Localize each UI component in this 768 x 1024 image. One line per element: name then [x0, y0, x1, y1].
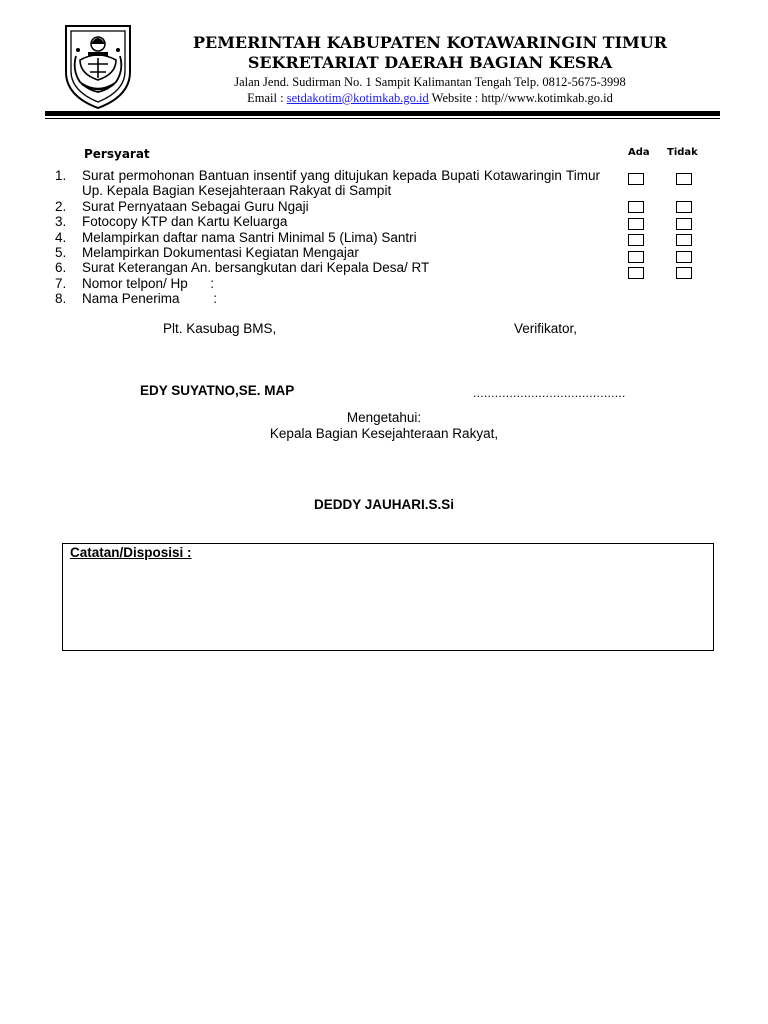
agency-title: PEMERINTAH KABUPATEN KOTAWARINGIN TIMUR: [192, 33, 668, 52]
column-tidak-heading: Tidak: [667, 147, 698, 158]
website-label: Website :: [428, 91, 482, 105]
requirement-item: Nomor telpon/ Hp :: [82, 276, 215, 291]
verifier-signature-line: ..........................................: [473, 386, 626, 400]
checkbox-tidak-item-6[interactable]: [676, 267, 692, 279]
website-text: http//www.kotimkab.go.id: [481, 91, 613, 105]
requirement-item: Surat Pernyataan Sebagai Guru Ngaji: [82, 199, 309, 214]
right-signatory-title: Verifikator,: [514, 321, 578, 336]
item-number: 2.: [55, 199, 67, 214]
checkbox-ada-item-2[interactable]: [628, 201, 644, 213]
address-line: Jalan Jend. Sudirman No. 1 Sampit Kalimantan Tengah Telp. 0812-5675-3998: [234, 75, 626, 89]
left-signatory-title: Plt. Kasubag BMS,: [163, 321, 277, 336]
item-number: 4.: [55, 230, 67, 245]
left-signatory-name: EDY SUYATNO,SE. MAP: [140, 383, 295, 398]
item-number: 1.: [55, 168, 67, 183]
checkbox-ada-item-4[interactable]: [628, 234, 644, 246]
contact-line: [160, 91, 700, 106]
requirement-item: Melampirkan daftar nama Santri Minimal 5 (Lima) Santri: [82, 230, 417, 245]
item-number: 6.: [55, 260, 67, 275]
column-ada-heading: Ada: [628, 147, 650, 158]
requirement-item: Melampirkan Dokumentasi Kegiatan Mengajar: [82, 245, 359, 260]
item-number: 7.: [55, 276, 67, 291]
checkbox-tidak-item-4[interactable]: [676, 234, 692, 246]
checkbox-tidak-item-3[interactable]: [676, 218, 692, 230]
email-label: Email :: [247, 91, 287, 105]
requirement-item: Surat permohonan Bantuan insentif yang ditujukan kepada Bupati Kotawaringin Timur Up. Kepala Bagian Kesejahteraan Rakyat di Sampit: [82, 168, 600, 198]
letterhead-rule-thick: [45, 111, 720, 116]
acknowledgement-label: Mengetahui:: [346, 410, 422, 425]
letterhead-rule-thin: [45, 118, 720, 119]
checkbox-tidak-item-5[interactable]: [676, 251, 692, 263]
checkbox-ada-item-6[interactable]: [628, 267, 644, 279]
requirement-item: Surat Keterangan An. bersangkutan dari Kepala Desa/ RT: [82, 260, 430, 275]
acknowledgement-name: DEDDY JAUHARI.S.Si: [313, 497, 455, 512]
requirements-heading: Persyarat: [84, 147, 150, 161]
checkbox-ada-item-5[interactable]: [628, 251, 644, 263]
requirement-item: Nama Penerima :: [82, 291, 218, 306]
notes-label: Catatan/Disposisi :: [70, 545, 192, 560]
requirement-item: Fotocopy KTP dan Kartu Keluarga: [82, 214, 288, 229]
checkbox-ada-item-1[interactable]: [628, 173, 644, 185]
coat-of-arms-icon: [58, 20, 138, 110]
item-number: 5.: [55, 245, 67, 260]
notes-box[interactable]: [62, 543, 714, 651]
checkbox-tidak-item-2[interactable]: [676, 201, 692, 213]
department-title: SEKRETARIAT DAERAH BAGIAN KESRA: [247, 53, 613, 72]
acknowledgement-position: Kepala Bagian Kesejahteraan Rakyat,: [269, 426, 499, 441]
checkbox-tidak-item-1[interactable]: [676, 173, 692, 185]
checkbox-ada-item-3[interactable]: [628, 218, 644, 230]
email-link[interactable]: setdakotim@kotimkab.go.id: [286, 91, 429, 105]
item-number: 3.: [55, 214, 67, 229]
item-number: 8.: [55, 291, 67, 306]
